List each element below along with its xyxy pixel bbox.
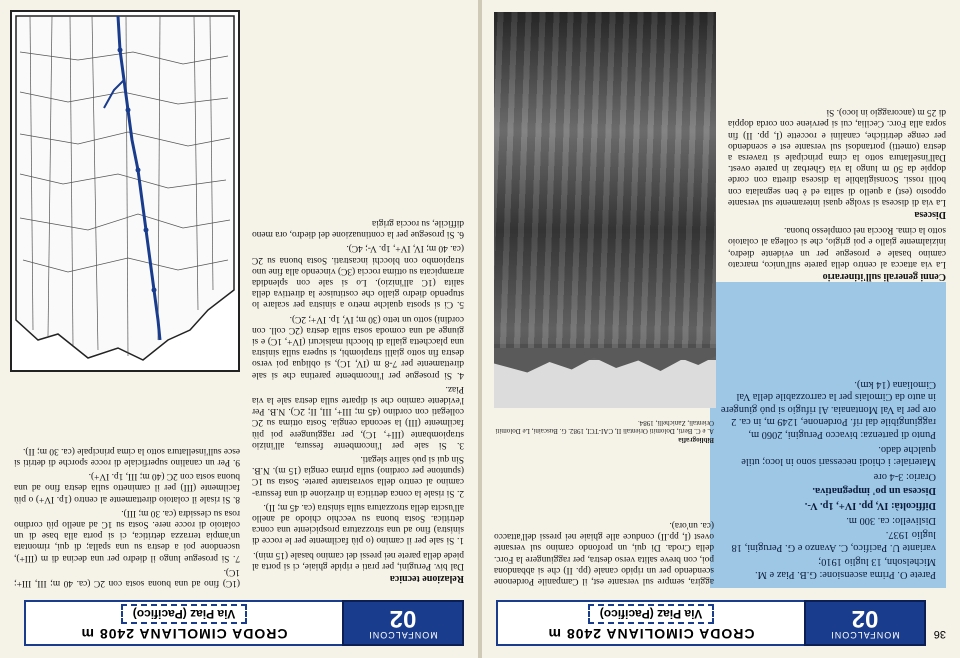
- pitch: 3. Si sale per l'incombente fessura, all'inizio strapiombante (III+, 1C), per raggiungere poi più facilmente (III) la seconda cengia. Sosta ottima su 2C collegati con cordino (45 m; III+, III, II; 2C). N.B. Per l'evidente camino che si diparte sulla destra sale la via Piaz.: [252, 383, 464, 450]
- title-block: [496, 600, 804, 646]
- photo-rock-texture: [494, 12, 716, 348]
- pitch: 2. Si risale la conca detritica in direzione di una fessura-camino al centro della sovrastante parete. Sosta su 1C (spuntone per cordino) sulla prima cengia (15 m). N.B. Sin qui si può salire slegati.: [252, 453, 464, 498]
- text-column: [728, 103, 946, 286]
- peak-title: CRODA CIMOLIANA 2408 m: [547, 626, 755, 642]
- route-number: 02: [851, 605, 879, 632]
- route-info-box: [710, 282, 946, 588]
- bibliography-text: A. e C. Berti, Dolomiti Orientali II, CAI-TCI, 1982. G. Buscaini, Le Dolomiti Orientali, Zanichelli, 1984.: [495, 419, 714, 436]
- group-badge: [342, 600, 464, 646]
- pitch: 4. Si prosegue per l'incombente paretina che si sale direttamente per 7-8 m (IV, 1C), si obliqua poi verso destra fin sotto gialli strapiombi, si supera sulla sinistra una placchetta gialla di blocchi malsicuri (IV+, 1C) e si giunge ad una comoda sosta sulla destra (2C coll. con cordini) sotto un tetto (30 m; IV, 1p. IV+; 2C).: [252, 313, 464, 380]
- pitch: 6. Si prosegue per la continuazione del diedro, ora meno difficile, su roccia grigia: [252, 217, 464, 240]
- info-line: Punto di partenza: bivacco Perugini, 2060 m, raggiungibile dal rif. Pordenone, 1249 m, in ca. 2 ore per la Val Montanaia. Al rifugio si può giungere in auto da Cimolais per la carrozzabile della Val Cimoliana (14 km).: [720, 378, 936, 441]
- pitch: 7. Si prosegue lungo il diedro per una decina di m (III+), uscendone poi a destra su una spalla; di qui, rimontata un'ampia terrazza detritica, ci si porta alla base di un colatoio di rocce nere. Sosta su 1C ad anello più cordino rosa su clessidra (ca. 30 m; III).: [14, 507, 240, 563]
- title-block: [24, 600, 342, 646]
- info-line: Materiale: i chiodi necessari sono in loco; utile qualche dado.: [741, 443, 936, 468]
- info-line: Orario: 3-4 ore: [873, 470, 936, 482]
- right-page-header: [24, 600, 464, 646]
- pitch-column-2: [14, 442, 240, 588]
- bibliography: [494, 419, 714, 445]
- paragraph: La via attacca al centro della parete sull'unico, marcato camino basale e prosegue per un evidente diedro, inizialmente giallo e poi grigio, che si collega al colatoio sotto la cima. Roccia nel complesso buona.: [728, 225, 946, 269]
- peak-title: CRODA CIMOLIANA 2408 m: [80, 626, 288, 642]
- paragraph: Dal biv. Perugini, per prati e ripide ghiaie, ci si porta al piede della parete nei pressi del camino basale (15 min).: [252, 549, 464, 571]
- pitch: 5. Ci si sposta qualche metro a sinistra per scalare lo stupendo diedro giallo che costituisce la direttiva della salita (1C all'inizio). Lo si sale con splendida arrampicata su ottima roccia (3C) vincendo alla fine uno strapiombo con blocchi incastrati. Sosta buona su 2C (ca. 40 m; IV, IV+, 1p. V-; 4C).: [252, 243, 464, 310]
- group-name: MONFALCONI: [368, 630, 438, 640]
- info-line: Parete O. Prima ascensione: G.B. Piaz e M. Michelsohn, 13 luglio 1910;: [755, 556, 936, 580]
- section-title: Cenni generali sull'itinerario: [822, 271, 946, 282]
- info-line: Discesa un po' impegnativa.: [812, 485, 936, 497]
- pitch-column-1: [252, 214, 464, 588]
- route-title: Via Piaz (Pacifico): [588, 604, 715, 624]
- group-name: MONFALCONI: [830, 630, 900, 640]
- pitch: (1C) fino ad una buona sosta con 2C (ca. 40 m; III, III+; 1C).: [14, 566, 240, 588]
- section-title: Relazione tecnica: [389, 573, 464, 584]
- left-page: [482, 0, 960, 658]
- pitch: 8. Si risale il colatoio direttamente al centro (1p. IV+) o più facilmente (III) per il caminetto sulla destra fino ad una buona sosta con 2C (40 m; III, 1p. IV+).: [14, 471, 240, 504]
- right-page: [0, 0, 478, 658]
- pitch: 9. Per un canalino superficiale di rocce sporche di detriti si esce sull'insellatura sotto la cima principale (ca. 30 m; II).: [14, 445, 240, 467]
- bibliography-title: Bibliografia: [678, 436, 714, 444]
- info-line: variante U. Pacifico, C. Avanzo e G. Perugini, 18 luglio 1937.: [731, 529, 936, 553]
- page-number: 36: [933, 628, 946, 640]
- paragraph: aggira, sempre sul versante est, il Campanile Pordenone scendendo per un ripido canale (pp. II) che si abbandona poi, con breve salita verso destra, per raggiungere la Forc. della Croda. Di qui, un profondo camino sul versante ovest (I, pp.II) conduce alle ghiaie nei pressi dell'attacco (ca. un'ora).: [494, 519, 714, 586]
- route-topo-diagram: [10, 10, 240, 372]
- book-gutter: [478, 0, 482, 658]
- section-title: Discesa: [914, 208, 946, 220]
- left-page-header: [496, 600, 926, 646]
- info-line: Difficoltà: IV, pp. IV+, 1p. V-.: [804, 500, 936, 512]
- topo-drawing: [12, 12, 238, 370]
- route-title: Via Piaz (Pacifico): [121, 604, 248, 624]
- pitch: 1. Si sale per il camino (o più facilmente per le rocce di sinistra) fino ad una strozzatura prospiciente una conca detritica. Sosta buona su vecchio chiodo ad anello all'uscita della strozzatura sulla sinistra (ca. 45 m; II).: [252, 501, 464, 546]
- group-badge: [804, 600, 926, 646]
- paragraph: La via di discesa si svolge quasi interamente sul versante opposto (est) a quello di salita ed è ben segnalata con bolli rossi. Sconsigliabile la discesa diretta con corde doppie da 50 m lungo la via Gherbaz in parete ovest. Dall'insellatura sotto la cima principale si traversa a destra (ometti) portandosi sul versante est e scendendo per cenge detritiche, canalini e roccette (I, pp. II) fin sopra alla Forc. Cecilia, cui si perviene con corda doppia di 25 m (ancoraggio in loco). Si: [728, 107, 946, 207]
- mountain-photo: [494, 12, 716, 408]
- info-line: Dislivello: ca. 300 m.: [846, 514, 936, 526]
- intro-text: [494, 516, 714, 586]
- route-number: 02: [389, 605, 417, 632]
